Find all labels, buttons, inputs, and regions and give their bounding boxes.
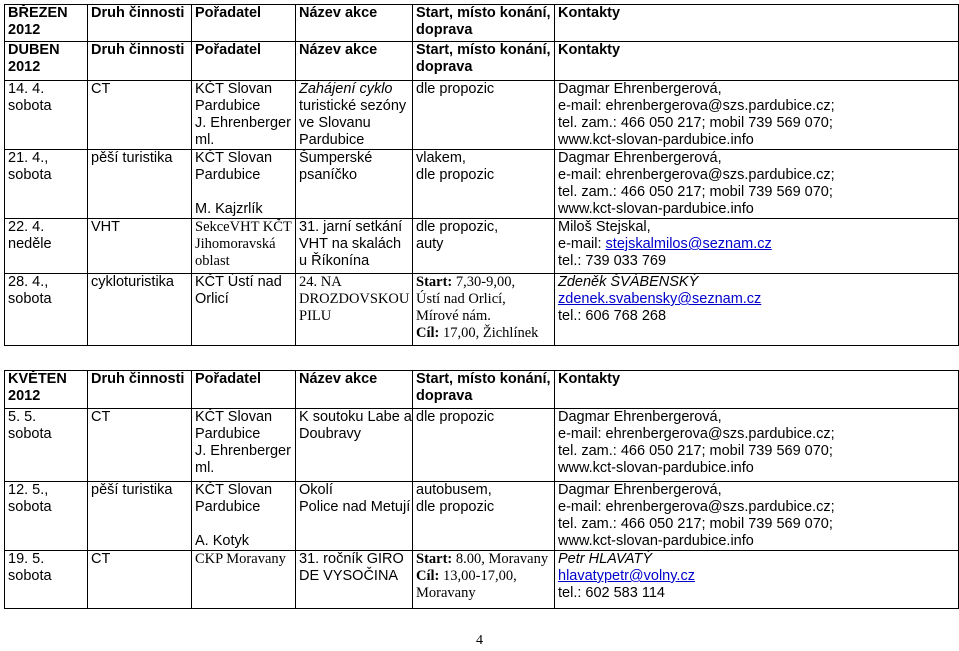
table-row [5,274,959,346]
contacts-cell: Petr HLAVATÝ hlavatypetr@volny.cz tel.: 602 583 114 [555,551,959,609]
date-cell: 22. 4. neděle [5,219,88,274]
organizer-cell: KČT Slovan Pardubice J. Ehrenberger ml. [192,409,296,482]
table-header-row [5,42,959,81]
column-header-start: Start, místo konání, doprava [413,5,555,42]
activity-cell: cykloturistika [88,274,192,346]
organizer-cell: KČT Slovan Pardubice J. Ehrenberger ml. [192,81,296,150]
activity-cell: CT [88,81,192,150]
table-row [5,409,959,482]
event-name-cell: 31. ročník GIRO DE VYSOČINA [296,551,413,609]
activity-cell: CT [88,409,192,482]
column-header-druh: Druh činnosti [88,5,192,42]
event-name-cell: Šumperské psaníčko [296,150,413,219]
column-header-nazev: Název akce [296,371,413,409]
page-number: 4 [476,633,483,648]
contacts-cell: Zdeněk ŠVÁBENSKÝ zdenek.svabensky@seznam.cz tel.: 606 768 268 [555,274,959,346]
event-name-cell: Okolí Police nad Metují [296,482,413,551]
website-link[interactable]: www.kct-slovan-pardubice.info [558,201,754,217]
organizer-cell: KČT Slovan Pardubice M. Kajzrlík [192,150,296,219]
table-row [5,150,959,219]
event-name-cell: K soutoku Labe a Doubravy [296,409,413,482]
start-cell: dle propozic [413,409,555,482]
contacts-cell: Dagmar Ehrenbergerová, e-mail: ehrenbergerova@szs.pardubice.cz; tel. zam.: 466 050 217; mobil 739 569 070; www.kct-slovan-pardubice.info [555,150,959,219]
start-cell: vlakem, dle propozic [413,150,555,219]
activity-cell: pěší turistika [88,150,192,219]
column-header-druh: Druh činnosti [88,42,192,81]
month-header: DUBEN 2012 [5,42,88,81]
table-header-row [5,371,959,409]
table-row [5,219,959,274]
organizer-cell: CKP Moravany [192,551,296,609]
date-cell: 19. 5. sobota [5,551,88,609]
column-header-kontakty: Kontakty [555,42,959,81]
date-cell: 14. 4. sobota [5,81,88,150]
organizer-cell: SekceVHT KČT Jihomoravská oblast [192,219,296,274]
start-cell: dle propozic, auty [413,219,555,274]
column-header-poradatel: Pořadatel [192,5,296,42]
website-link[interactable]: www.kct-slovan-pardubice.info [558,132,754,148]
organizer-cell: KČT Slovan Pardubice A. Kotyk [192,482,296,551]
website-link[interactable]: www.kct-slovan-pardubice.info [558,533,754,549]
activity-cell: VHT [88,219,192,274]
column-header-nazev: Název akce [296,42,413,81]
email-link[interactable]: hlavatypetr@volny.cz [558,568,695,584]
website-link[interactable]: www.kct-slovan-pardubice.info [558,460,754,476]
date-cell: 5. 5. sobota [5,409,88,482]
table-row [5,551,959,609]
column-header-kontakty: Kontakty [555,371,959,409]
contacts-cell: Dagmar Ehrenbergerová, e-mail: ehrenbergerova@szs.pardubice.cz; tel. zam.: 466 050 217; mobil 739 569 070; www.kct-slovan-pardubice.info [555,409,959,482]
start-cell: Start: 8.00, Moravany Cíl: 13,00-17,00, Moravany [413,551,555,609]
column-header-poradatel: Pořadatel [192,42,296,81]
start-cell: dle propozic [413,81,555,150]
event-name-cell: 24. NA DROZDOVSKOU PILU [296,274,413,346]
start-cell: Start: 7,30-9,00, Ústí nad Orlicí, Mírové nám. Cíl: 17,00, Žichlínek [413,274,555,346]
column-header-kontakty: Kontakty [555,5,959,42]
organizer-cell: KČT Ústí nad Orlicí [192,274,296,346]
month-header: BŘEZEN 2012 [5,5,88,42]
event-name-cell: 31. jarní setkání VHT na skalách u Říkonína [296,219,413,274]
date-cell: 21. 4., sobota [5,150,88,219]
column-header-start: Start, místo konání, doprava [413,42,555,81]
contacts-cell: Miloš Stejskal, e-mail: stejskalmilos@seznam.cz tel.: 739 033 769 [555,219,959,274]
contacts-cell: Dagmar Ehrenbergerová, e-mail: ehrenbergerova@szs.pardubice.cz; tel. zam.: 466 050 217; mobil 739 569 070; www.kct-slovan-pardubice.info [555,81,959,150]
date-cell: 28. 4., sobota [5,274,88,346]
table-row [5,482,959,551]
contacts-cell: Dagmar Ehrenbergerová, e-mail: ehrenbergerova@szs.pardubice.cz; tel. zam.: 466 050 217; mobil 739 569 070; www.kct-slovan-pardubice.info [555,482,959,551]
activity-cell: pěší turistika [88,482,192,551]
date-cell: 12. 5., sobota [5,482,88,551]
email-link[interactable]: zdenek.svabensky@seznam.cz [558,291,762,307]
column-header-poradatel: Pořadatel [192,371,296,409]
event-name-cell: Zahájení cyklo turistické sezóny ve Slovanu Pardubice [296,81,413,150]
start-cell: autobusem, dle propozic [413,482,555,551]
table-row [5,81,959,150]
column-header-start: Start, místo konání, doprava [413,371,555,409]
month-header: KVĚTEN 2012 [5,371,88,409]
email-link[interactable]: stejskalmilos@seznam.cz [605,236,772,252]
schedule-table-may [4,370,959,609]
activity-cell: CT [88,551,192,609]
schedule-table-march-april [4,4,959,346]
column-header-nazev: Název akce [296,5,413,42]
column-header-druh: Druh činnosti [88,371,192,409]
table-header-row [5,5,959,42]
